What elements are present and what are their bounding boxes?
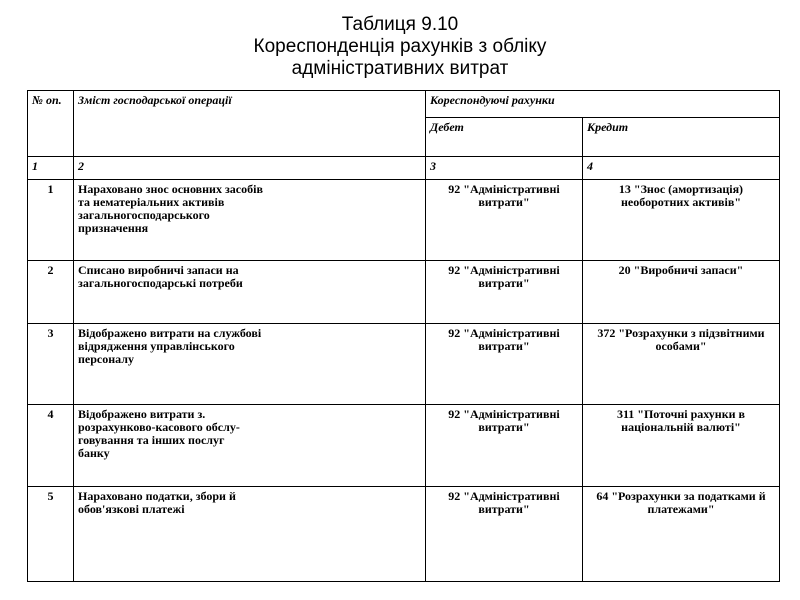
header-corr: Кореспондуючі рахунки: [426, 91, 780, 118]
debit-account: 92 "Адміністративні витрати": [426, 405, 583, 487]
operation-text: Списано виробничі запаси на загальногосподарські потреби: [74, 261, 426, 324]
debit-account: 92 "Адміністративні витрати": [426, 180, 583, 261]
header-debit: Дебет: [426, 118, 583, 157]
table-row: [28, 261, 780, 324]
operation-text: Нараховано знос основних засобів та нематеріальних активів загальногосподарського призначення: [74, 180, 426, 261]
table-row: [28, 405, 780, 487]
title-line-1: Таблиця 9.10: [341, 14, 459, 35]
col-number-3: 3: [426, 157, 583, 180]
credit-account: 13 "Знос (амортизація) необоротних активів": [583, 180, 780, 261]
col-number-2: 2: [74, 157, 426, 180]
credit-account: 311 "Поточні рахунки в національній валюті": [583, 405, 780, 487]
debit-account: 92 "Адміністративні витрати": [426, 324, 583, 405]
row-number: 3: [28, 324, 74, 405]
correspondence-table: [27, 90, 780, 582]
credit-account: 372 "Розрахунки з підзвітними особами": [583, 324, 780, 405]
title-line-3: адміністративних витрат: [291, 58, 509, 79]
debit-account: 92 "Адміністративні витрати": [426, 261, 583, 324]
row-number: 1: [28, 180, 74, 261]
row-number: 5: [28, 487, 74, 582]
header-content: Зміст господарської операції: [74, 91, 426, 157]
operation-text: Відображено витрати на службові відрядження управлінського персоналу: [74, 324, 426, 405]
operation-text: Нараховано податки, збори й обов'язкові платежі: [74, 487, 426, 582]
table-row: [28, 324, 780, 405]
col-number-4: 4: [583, 157, 780, 180]
operation-text: Відображено витрати з. розрахунково-касового обслу- говування та інших послуг банку: [74, 405, 426, 487]
header-num: № оп.: [28, 91, 74, 157]
table-title: [0, 14, 800, 80]
title-line-2: Кореспонденція рахунків з обліку: [253, 36, 547, 57]
debit-account: 92 "Адміністративні витрати": [426, 487, 583, 582]
credit-account: 64 "Розрахунки за податками й платежами": [583, 487, 780, 582]
row-number: 4: [28, 405, 74, 487]
row-number: 2: [28, 261, 74, 324]
col-number-1: 1: [28, 157, 74, 180]
credit-account: 20 "Виробничі запаси": [583, 261, 780, 324]
table-row: [28, 487, 780, 582]
header-credit: Кредит: [583, 118, 780, 157]
table-row: [28, 180, 780, 261]
